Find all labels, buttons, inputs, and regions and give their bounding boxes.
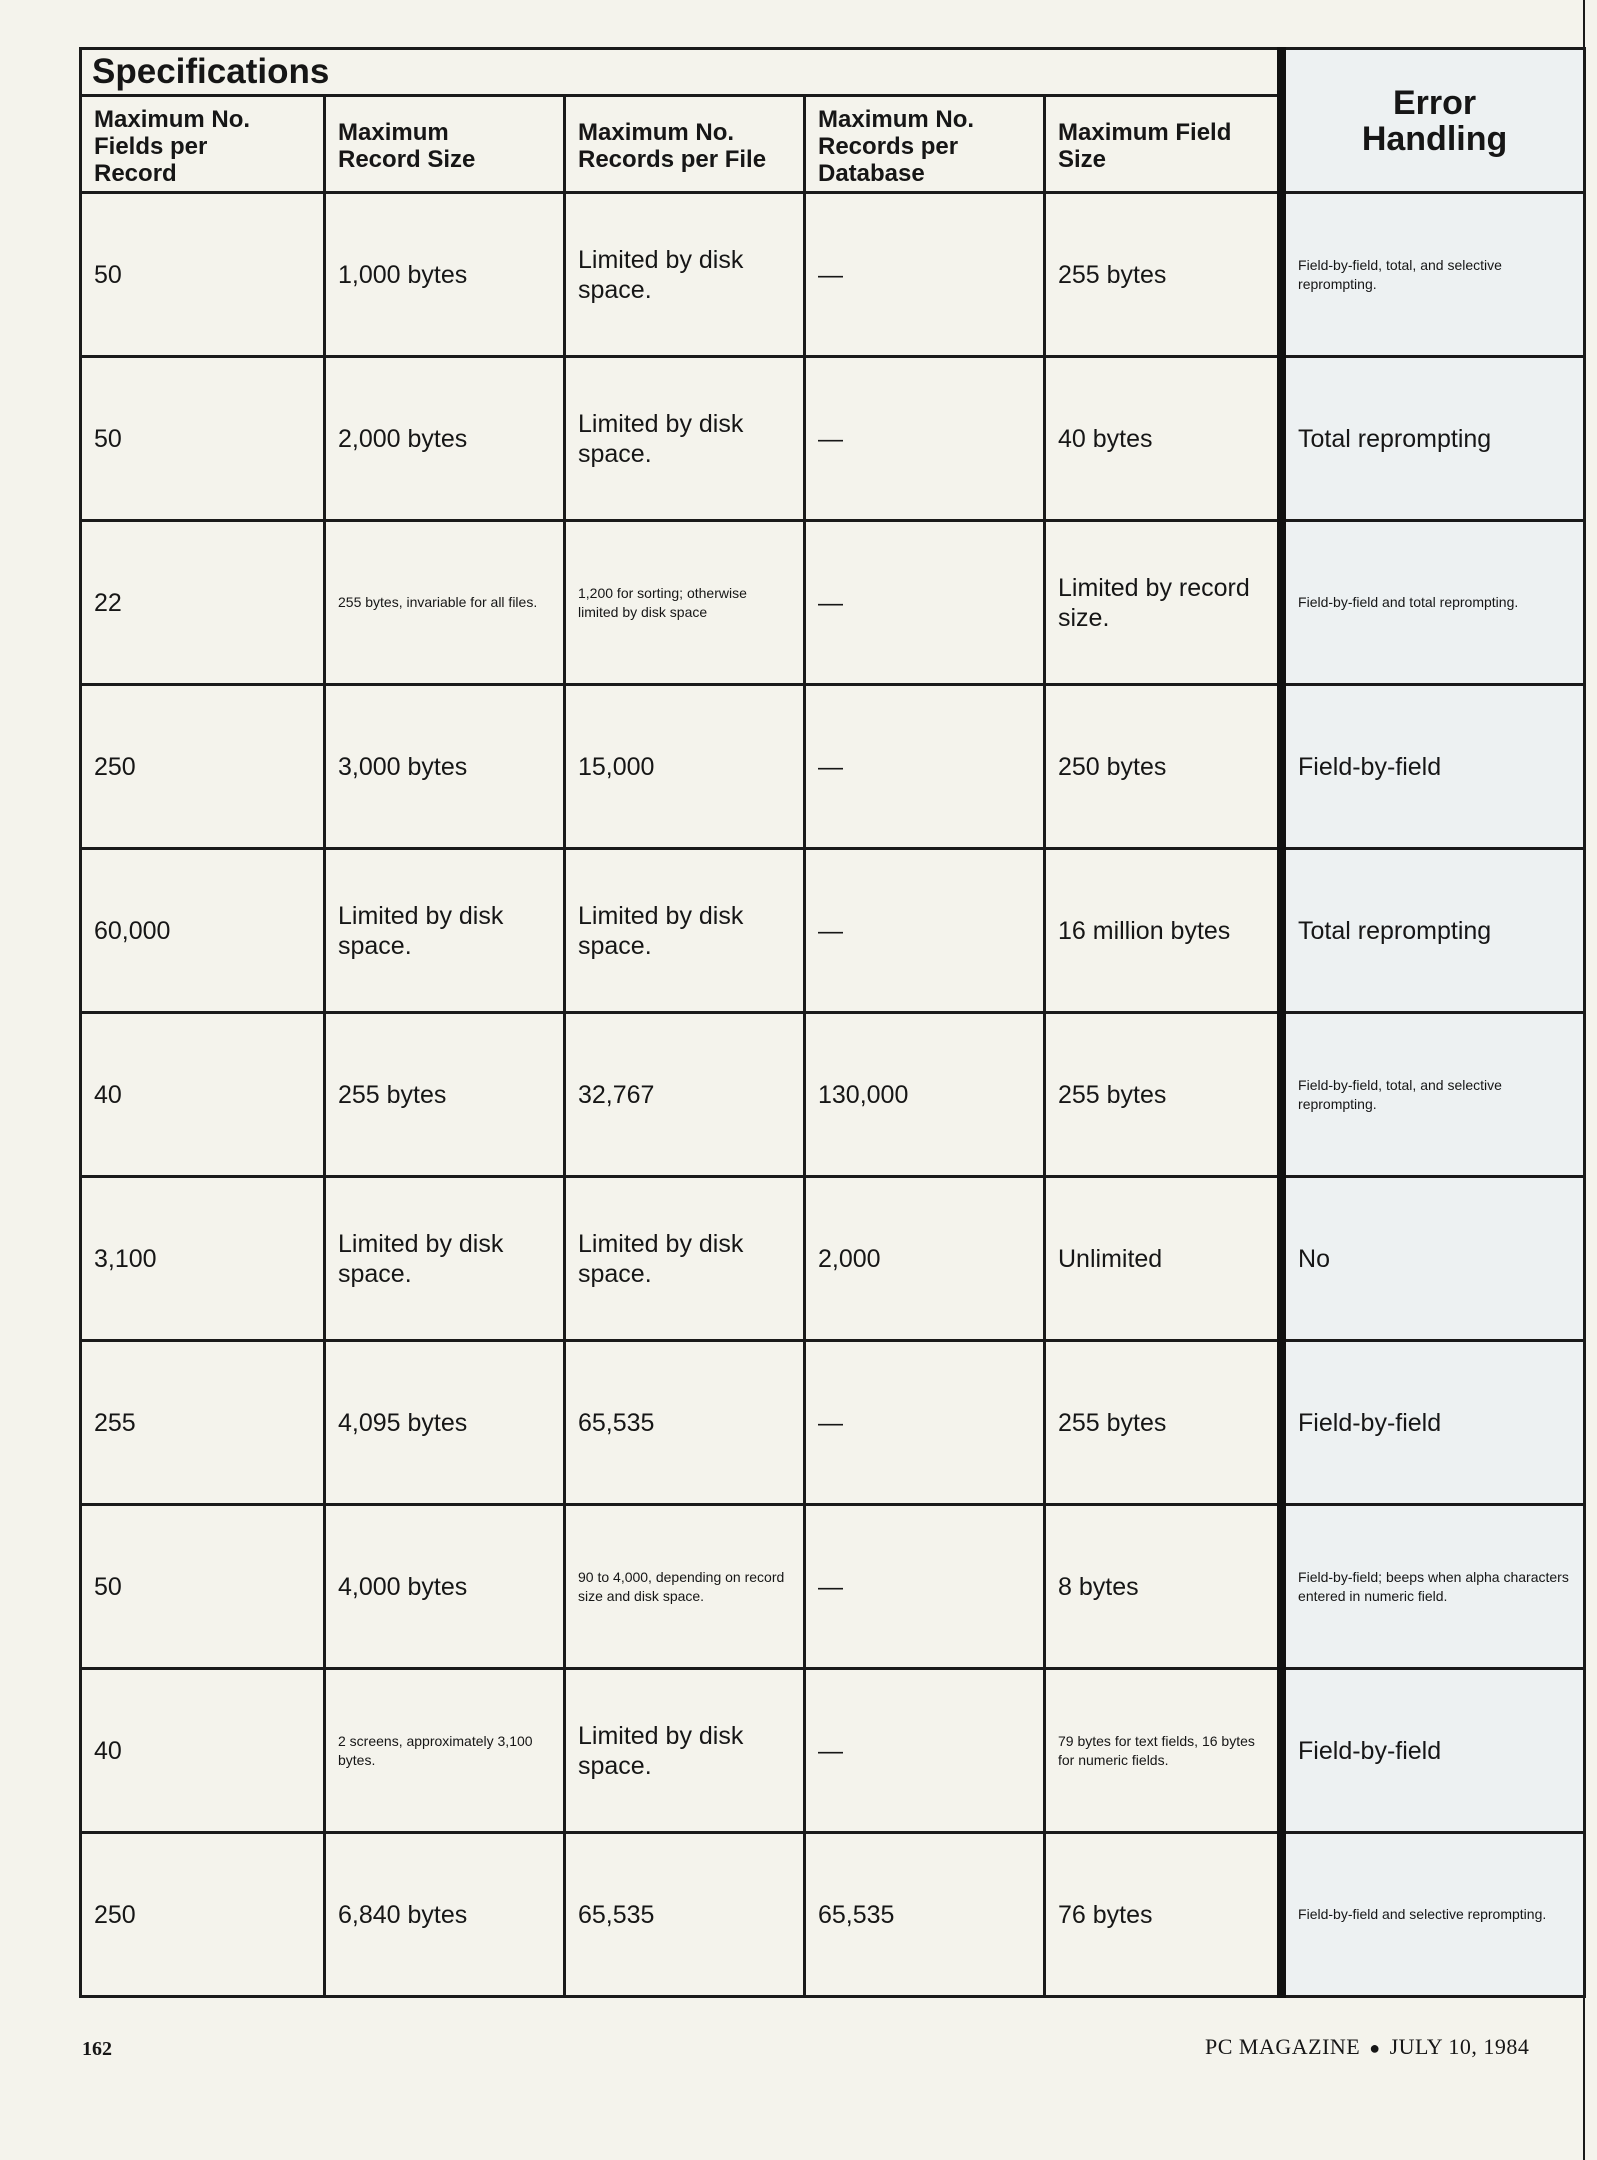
cell-fields: 50 [81, 357, 325, 521]
cell-field-size: 8 bytes [1045, 1505, 1282, 1669]
column-header-max-records-per-database [805, 96, 1045, 193]
table-row [81, 849, 1585, 1013]
header-line: Record [94, 159, 177, 187]
cell-records-per-file: Limited by disk space. [565, 1669, 805, 1833]
cell-records-per-file: 1,200 for sorting; otherwise limited by disk space [565, 521, 805, 685]
cell-error-handling: Field-by-field; beeps when alpha characters entered in numeric field. [1282, 1505, 1585, 1669]
cell-record-size: 2,000 bytes [325, 357, 565, 521]
cell-fields: 40 [81, 1669, 325, 1833]
cell-fields: 50 [81, 193, 325, 357]
cell-field-size: 255 bytes [1045, 1341, 1282, 1505]
header-line: Size [1058, 146, 1107, 173]
cell-field-size: Limited by record size. [1045, 521, 1282, 685]
table-row [81, 1341, 1585, 1505]
cell-record-size: 6,840 bytes [325, 1833, 565, 1997]
cell-error-handling: Field-by-field and total reprompting. [1282, 521, 1585, 685]
cell-records-per-database: 65,535 [805, 1833, 1045, 1997]
cell-fields: 255 [81, 1341, 325, 1505]
cell-error-handling: Field-by-field [1282, 1341, 1585, 1505]
cell-field-size: 255 bytes [1045, 193, 1282, 357]
cell-error-handling: Total reprompting [1282, 357, 1585, 521]
cell-record-size: 255 bytes [325, 1013, 565, 1177]
table-row [81, 1013, 1585, 1177]
cell-error-handling: Field-by-field, total, and selective reprompting. [1282, 1013, 1585, 1177]
cell-records-per-file: 65,535 [565, 1341, 805, 1505]
header-line: Maximum Field [1058, 119, 1232, 146]
cell-records-per-database: — [805, 849, 1045, 1013]
cell-records-per-file: Limited by disk space. [565, 849, 805, 1013]
cell-records-per-file: 32,767 [565, 1013, 805, 1177]
table-row [81, 1177, 1585, 1341]
cell-fields: 60,000 [81, 849, 325, 1013]
header-line: Maximum No. [818, 105, 975, 133]
cell-fields: 40 [81, 1013, 325, 1177]
cell-records-per-database: 130,000 [805, 1013, 1045, 1177]
column-header-max-fields [81, 96, 325, 193]
cell-records-per-file: 15,000 [565, 685, 805, 849]
cell-records-per-database: — [805, 1505, 1045, 1669]
cell-field-size: 250 bytes [1045, 685, 1282, 849]
publication-date: JULY 10, 1984 [1389, 2034, 1530, 2059]
cell-field-size: 40 bytes [1045, 357, 1282, 521]
cell-error-handling: Field-by-field and selective reprompting. [1282, 1833, 1585, 1997]
cell-records-per-database: — [805, 685, 1045, 849]
table-title-row [81, 49, 1585, 96]
cell-fields: 3,100 [81, 1177, 325, 1341]
publication-name: PC MAGAZINE [1205, 2034, 1361, 2059]
header-line: Records per File [578, 146, 767, 173]
cell-field-size: 79 bytes for text fields, 16 bytes for numeric fields. [1045, 1669, 1282, 1833]
cell-record-size: 4,000 bytes [325, 1505, 565, 1669]
cell-fields: 250 [81, 685, 325, 849]
cell-fields: 50 [81, 1505, 325, 1669]
column-header-max-record-size [325, 96, 565, 193]
cell-record-size: Limited by disk space. [325, 1177, 565, 1341]
cell-error-handling: Field-by-field, total, and selective reprompting. [1282, 193, 1585, 357]
error-handling-header [1282, 49, 1585, 193]
header-line: Fields per [94, 132, 208, 160]
cell-record-size: 255 bytes, invariable for all files. [325, 521, 565, 685]
cell-records-per-database: — [805, 1341, 1045, 1505]
table-row [81, 357, 1585, 521]
column-header-max-field-size [1045, 96, 1282, 193]
publication-footer [1205, 2034, 1529, 2060]
table-row [81, 193, 1585, 357]
cell-records-per-file: Limited by disk space. [565, 357, 805, 521]
header-line: Database [818, 159, 925, 187]
cell-error-handling: No [1282, 1177, 1585, 1341]
table-row [81, 1669, 1585, 1833]
header-line: Records per [818, 132, 959, 160]
cell-field-size: 76 bytes [1045, 1833, 1282, 1997]
cell-records-per-file: 90 to 4,000, depending on record size and disk space. [565, 1505, 805, 1669]
page-number: 162 [82, 2038, 112, 2060]
cell-record-size: 3,000 bytes [325, 685, 565, 849]
cell-field-size: 255 bytes [1045, 1013, 1282, 1177]
cell-records-per-database: — [805, 521, 1045, 685]
cell-records-per-database: 2,000 [805, 1177, 1045, 1341]
cell-field-size: 16 million bytes [1045, 849, 1282, 1013]
cell-record-size: 2 screens, approximately 3,100 bytes. [325, 1669, 565, 1833]
cell-record-size: Limited by disk space. [325, 849, 565, 1013]
cell-error-handling: Field-by-field [1282, 1669, 1585, 1833]
table-title: Specifications [81, 49, 1282, 96]
column-header-max-records-per-file [565, 96, 805, 193]
header-line: Maximum [338, 119, 449, 146]
specifications-table [79, 47, 1586, 1998]
cell-records-per-file: 65,535 [565, 1833, 805, 1997]
bullet-icon: ● [1369, 2038, 1381, 2058]
cell-field-size: Unlimited [1045, 1177, 1282, 1341]
cell-error-handling: Total reprompting [1282, 849, 1585, 1013]
cell-records-per-file: Limited by disk space. [565, 1177, 805, 1341]
cell-record-size: 4,095 bytes [325, 1341, 565, 1505]
cell-fields: 250 [81, 1833, 325, 1997]
error-header-line: Handling [1361, 119, 1508, 158]
cell-records-per-database: — [805, 357, 1045, 521]
cell-records-per-database: — [805, 1669, 1045, 1833]
table-row [81, 685, 1585, 849]
header-line: Maximum No. [578, 119, 735, 146]
error-header-line: Error [1392, 83, 1477, 122]
cell-record-size: 1,000 bytes [325, 193, 565, 357]
cell-records-per-file: Limited by disk space. [565, 193, 805, 357]
header-line: Record Size [338, 146, 476, 173]
cell-error-handling: Field-by-field [1282, 685, 1585, 849]
cell-records-per-database: — [805, 193, 1045, 357]
table-row [81, 521, 1585, 685]
table-row [81, 1505, 1585, 1669]
header-line: Maximum No. [94, 105, 251, 133]
table-row [81, 1833, 1585, 1997]
cell-fields: 22 [81, 521, 325, 685]
